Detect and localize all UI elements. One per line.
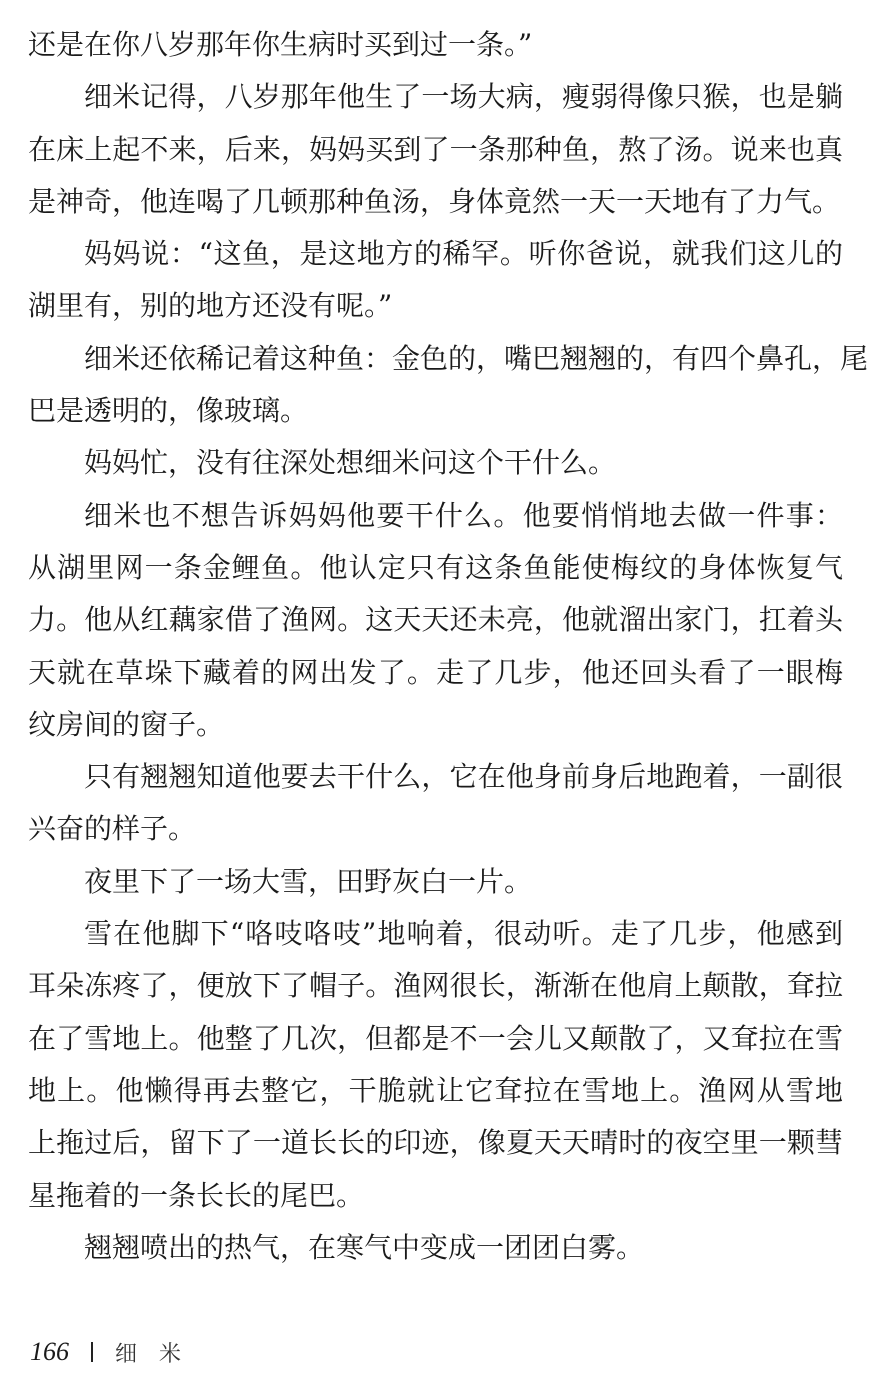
text-line: 雪在他脚下“咯吱咯吱”地响着，很动听。走了几步，他感到 — [84, 917, 843, 951]
text-line: 还是在你八岁那年你生病时买到过一条。” — [28, 28, 533, 61]
text-line: 兴奋的样子。 — [28, 812, 197, 846]
text-line: 妈妈忙，没有往深处想细米问这个干什么。 — [84, 446, 617, 480]
paragraph — [28, 490, 843, 751]
paragraph — [28, 856, 843, 908]
text-line: 细米也不想告诉妈妈他要干什么。他要悄悄地去做一件事： — [84, 498, 843, 532]
text-line: 湖里有，别的地方还没有呢。” — [28, 289, 393, 323]
paragraph — [28, 333, 869, 438]
text-line: 细米记得，八岁那年他生了一场大病，瘦弱得像只猴，也是躺 — [84, 80, 843, 114]
text-line: 地上。他懒得再去整它，干脆就让它耷拉在雪地上。渔网从雪地 — [28, 1073, 843, 1107]
paragraph — [28, 1222, 843, 1274]
running-title: 细米 — [115, 1341, 204, 1367]
text-line: 天就在草垛下藏着的网出发了。走了几步，他还回头看了一眼梅 — [28, 655, 843, 689]
text-line: 力。他从红藕家借了渔网。这天天还未亮，他就溜出家门，扛着头 — [28, 603, 843, 637]
paragraph — [28, 751, 843, 856]
page-number: 166 — [30, 1337, 69, 1366]
text-line: 翘翘喷出的热气，在寒气中变成一团团白雾。 — [84, 1230, 645, 1264]
footer-divider — [91, 1342, 93, 1362]
text-line: 上拖过后，留下了一道长长的印迹，像夏天天晴时的夜空里一颗彗 — [28, 1126, 843, 1160]
text-line: 耳朵冻疼了，便放下了帽子。渔网很长，渐渐在他肩上颠散，耷拉 — [28, 969, 843, 1003]
text-line: 妈妈说：“这鱼，是这地方的稀罕。听你爸说，就我们这儿的 — [84, 237, 843, 271]
paragraph — [28, 908, 843, 1222]
text-line: 巴是透明的，像玻璃。 — [28, 394, 309, 428]
text-line: 纹房间的窗子。 — [28, 707, 225, 741]
text-line: 星拖着的一条长长的尾巴。 — [28, 1178, 365, 1212]
paragraph — [28, 19, 843, 71]
text-line: 夜里下了一场大雪，田野灰白一片。 — [84, 864, 533, 898]
paragraph — [28, 437, 843, 489]
text-line: 细米还依稀记着这种鱼：金色的，嘴巴翘翘的，有四个鼻孔，尾 — [84, 341, 869, 375]
page-footer — [30, 1332, 203, 1372]
text-line: 是神奇，他连喝了几顿那种鱼汤，身体竟然一天一天地有了力气。 — [28, 184, 841, 218]
text-line: 从湖里网一条金鲤鱼。他认定只有这条鱼能使梅纹的身体恢复气 — [28, 550, 843, 584]
paragraph — [28, 228, 843, 333]
text-line: 在了雪地上。他整了几次，但都是不一会儿又颠散了，又耷拉在雪 — [28, 1021, 843, 1055]
text-line: 在床上起不来，后来，妈妈买到了一条那种鱼，熬了汤。说来也真 — [28, 132, 843, 166]
body-text — [28, 19, 869, 1274]
text-line: 只有翘翘知道他要去干什么，它在他身前身后地跑着，一副很 — [84, 760, 843, 794]
paragraph — [28, 71, 843, 228]
